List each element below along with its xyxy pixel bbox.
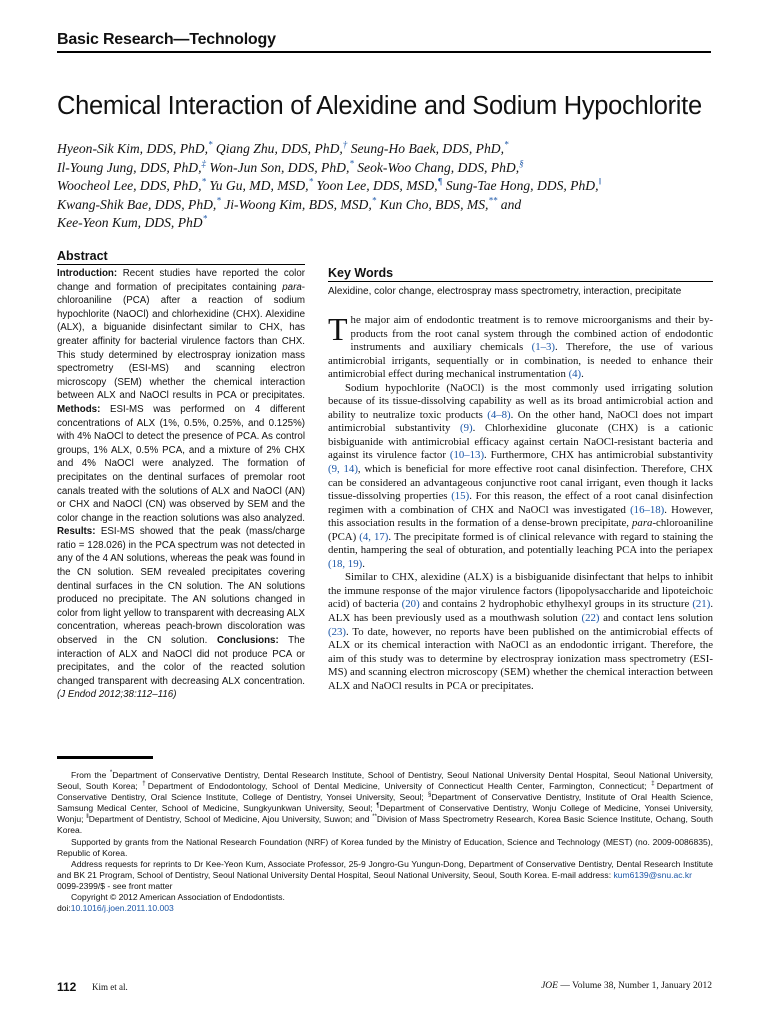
article-title: Chemical Interaction of Alexidine and Sodium Hypochlorite: [57, 92, 702, 120]
reprint-address: [57, 859, 713, 881]
author-list: [57, 140, 717, 233]
page-number: 112: [57, 980, 77, 994]
body-text-run: . Chlorhexidine gluconate (CHX) is a cationic bisbiguanide with antimicrobial efficacy against certain NaOCl-resistant bacteria and against its virulence factor: [328, 422, 713, 462]
author-name: Yoon Lee, DDS, MSD,: [313, 178, 438, 194]
keywords-text: Alexidine, color change, electrospray mass spectrometry, interaction, precipitate: [328, 286, 682, 297]
author-name: Kwang-Shik Bae, DDS, PhD,: [57, 196, 217, 212]
abstract-text-run: ESI-MS showed that the peak (mass/charge ratio = 128.026) in the PCA spectrum was not detected in any of the 4 AN solutions, whereas the peak was found in the CN solution. SEM revealed precipitates covering dentinal surfaces in the CN solution. The AN solutions produced no precipitate. The AN solutions changed in color from light yellow to transparent with decreasing ALX concentration, whereas peach-brown discoloration was observed in the CN solution.: [57, 526, 305, 647]
author-affiliation-mark[interactable]: *: [201, 176, 206, 187]
author-line: [57, 159, 717, 178]
reference-link[interactable]: (15): [451, 490, 470, 503]
reference-link[interactable]: (23): [328, 625, 346, 638]
author-name: Seung-Ho Baek, DDS, PhD,: [347, 141, 504, 156]
doi-prefix: doi:: [57, 903, 71, 914]
section-rule: [57, 51, 711, 53]
copyright-line: Copyright © 2012 American Association of Endodontists.: [71, 892, 285, 903]
author-affiliation-mark[interactable]: ‖: [598, 176, 602, 187]
abstract-section-label: Introduction:: [57, 268, 118, 279]
article-body: [328, 311, 714, 693]
running-journal: [541, 981, 712, 991]
abstract-section-label: Results:: [57, 526, 96, 538]
body-text-run: , which is beneficial for more effective root canal disinfection. Therefore, CHX can be considered an advantageous conjunctive root canal irrigant, even though it lacks tissue-dissolving properties: [328, 463, 713, 503]
keywords-heading: Key Words: [328, 266, 394, 280]
footnotes: [57, 770, 713, 914]
body-text-run: and contains 2 hydrophobic ethylhexyl groups in its structure: [419, 598, 693, 611]
abstract-italic-text: para: [282, 281, 302, 293]
affiliation-mark: ‡: [651, 781, 657, 788]
body-text-run: . On the other hand, NaOCl does not impart antimicrobial substantivity: [328, 408, 713, 435]
abstract-section-label: Methods:: [57, 403, 101, 415]
body-paragraph: [328, 382, 713, 572]
reference-link[interactable]: (16–18): [630, 503, 665, 516]
body-text-run: Similar to CHX, alexidine (ALX) is a bisbiguanide disinfectant that helps to inhibit the immune response of the major virulence factors (lipopolysaccharide and lipoteichoic acid) of bacteria: [328, 571, 713, 611]
author-name: Yu Gu, MD, MSD,: [205, 178, 309, 194]
author-affiliation-mark[interactable]: †: [342, 139, 348, 150]
body-text-run: .: [362, 557, 365, 570]
author-affiliation-mark[interactable]: ¶: [437, 176, 443, 187]
author-affiliation-mark[interactable]: *: [202, 213, 208, 224]
body-text-run: .: [581, 368, 584, 381]
reference-link[interactable]: (9, 14): [328, 463, 358, 476]
author-affiliation-mark[interactable]: *: [371, 195, 377, 206]
footnote-rule: [57, 756, 153, 759]
author-name: Il-Young Jung, DDS, PhD,: [57, 159, 202, 175]
author-line: [57, 140, 717, 159]
issn-line: 0099-2399/$ - see front matter: [57, 880, 173, 891]
email-link[interactable]: kum6139@snu.ac.kr: [613, 869, 692, 880]
author-affiliation-mark[interactable]: §: [519, 158, 524, 169]
affiliation-mark: *: [109, 770, 113, 777]
reference-link[interactable]: (9): [460, 422, 473, 435]
reference-link[interactable]: (21): [692, 598, 711, 611]
running-author: Kim et al.: [92, 982, 128, 992]
affiliation-text: Department of Conservative Dentistry, Institute of Oral Health Science, Samsung Medical Center, School of Medicine, Sungkyunkwan University, Seoul;: [57, 792, 714, 814]
abstract-text-run: Recent studies have reported the color change and formation of precipitates containing: [57, 268, 305, 293]
doi-line: [57, 903, 713, 914]
body-text-run: -chloroaniline (PCA): [328, 517, 713, 543]
abstract-text-run: The interaction of ALX and NaOCl did not produce PCA or precipitates, and the color of the reacted solution changed transparent with decreasing ALX concentration.: [57, 635, 305, 687]
reference-link[interactable]: (22): [581, 612, 600, 625]
affiliation-text: Division of Mass Spectrometry Research, Korea Basic Science Institute, Ochang, South Korea.: [57, 814, 713, 836]
body-text-run: and contact lens solution: [599, 612, 713, 625]
affiliation-text: Department of Conservative Dentistry, Dental Research Institute, School of Dentistry, Seoul National University Dental Hospital, Seoul National University, Seoul, South Korea;: [57, 770, 713, 792]
author-name: Qiang Zhu, DDS, PhD,: [212, 141, 343, 156]
author-name: Sung-Tae Hong, DDS, PhD,: [442, 178, 599, 194]
affiliation-text: From the: [71, 770, 110, 780]
reference-link[interactable]: (10–13): [449, 449, 485, 462]
author-affiliation-mark[interactable]: *: [216, 195, 221, 206]
reference-link[interactable]: (4): [568, 368, 582, 381]
affiliation-mark: ¶: [376, 803, 380, 810]
funding-note: Supported by grants from the National Research Foundation (NRF) of Korea funded by the Ministry of Education, Science and Technology (MEST) (no. 2009-0086835), Republic of Korea.: [57, 836, 713, 858]
author-line: [57, 214, 717, 233]
author-name: Won-Jun Son, DDS, PhD,: [206, 159, 350, 175]
section-heading: Basic Research—Technology: [57, 31, 276, 48]
body-text-run: he major aim of endodontic treatment is to remove microorganisms and their by-products from the root canal system through the combined action of endodontic instruments and auxiliary chemicals: [350, 314, 713, 354]
author-name: Woocheol Lee, DDS, PhD,: [57, 178, 202, 194]
abstract-text-run: -chloroaniline (PCA) after a reaction of sodium hypochlorite (NaOCl) and chlorhexidine (CHX). Alexidine (ALX), a biguanide disinfectant similar to CHX, has greater affinity for bacterial virulence factors than CHX. This study determined by electrospray ionization mass spectrometry (ESI-MS) and scanning electron microscopy (SEM) whether the chemical interaction between ALX and NaOCl results in PCA or precipitates.: [57, 281, 305, 402]
address-text: Address requests for reprints to Dr Kee-Yeon Kum, Associate Professor, 25-9 Jongro-Gu Yungun-Dong, Department of Conservative Dentistry, Dental Research Institute and BK 21 Program, School of Dentistry, Seoul National University Dental Hospital, Seoul National University, Seoul, South Korea. E-mail address:: [57, 858, 713, 880]
author-name: Hyeon-Sik Kim, DDS, PhD,: [57, 141, 209, 156]
drop-cap: T: [328, 311, 348, 347]
affiliation-text: Department of Conservative Dentistry, Wonju College of Medicine, Yonsei University, Wonju;: [57, 803, 713, 825]
affiliation-mark: §: [428, 792, 432, 799]
affiliation-text: Department of Conservative Dentistry, Oral Science Institute, College of Dentistry, Yonsei University, Seoul;: [57, 781, 713, 803]
body-text-run: . ALX has been previously used as a mouthwash solution: [328, 598, 714, 625]
author-name: Ji-Woong Kim, BDS, MSD,: [220, 196, 372, 212]
author-line: [57, 177, 717, 196]
body-text-run: . Furthermore, CHX has antimicrobial substantivity: [484, 449, 714, 462]
abstract-italic-text: (J Endod 2012;38:112–116): [57, 689, 177, 701]
author-name: Kun Cho, BDS, MS,: [376, 196, 489, 212]
reference-link[interactable]: (20): [401, 598, 420, 611]
author-affiliation-mark[interactable]: ‡: [201, 158, 206, 169]
body-paragraph: [328, 571, 713, 693]
abstract-section-label: Conclusions:: [216, 635, 279, 647]
abstract-rule: [57, 264, 305, 265]
affiliations: [57, 770, 713, 837]
body-text-run: . To date, however, no reports have been published on the antimicrobial effects of ALX or its chemical interaction with NaOCl as an endodontic irrigant. Therefore, the aim of this study was to determine by electrospray ionization mass spectrometry (ESI-MS) and scanning electron microscopy (SEM) whether the chemical interaction between ALX and NaOCl results in PCA or precipitates.: [328, 625, 713, 692]
affiliation-mark: **: [372, 814, 377, 821]
keywords-rule: [328, 281, 713, 282]
affiliation-text: Department of Endodontology, School of Dental Medicine, University of Connecticut Health Center, Farmington, Connecticut;: [147, 781, 652, 792]
author-affiliation-mark[interactable]: *: [349, 158, 354, 169]
reference-link[interactable]: (4–8): [487, 408, 511, 421]
author-name: and: [497, 196, 522, 212]
author-affiliation-mark[interactable]: *: [208, 139, 213, 150]
body-paragraph: [328, 311, 714, 382]
affiliation-mark: ‖: [86, 814, 89, 821]
body-text-run: . Therefore, the use of various antimicrobial irrigants, sequentially or in combination, is needed to enhance their antimicrobial effect during mechanical instrumentation: [328, 341, 714, 381]
reference-link[interactable]: (1–3): [531, 341, 555, 354]
italic-text: para: [632, 517, 653, 530]
affiliation-mark: †: [142, 781, 148, 788]
author-affiliation-mark[interactable]: *: [503, 139, 509, 150]
abstract-heading: Abstract: [57, 249, 108, 263]
affiliation-text: Department of Dentistry, School of Medicine, Ajou University, Suwon; and: [88, 814, 373, 825]
body-text-run: . For this reason, the effect of a root canal disinfection regimen with a combination of CHX and NaOCl was investigated: [328, 490, 713, 516]
doi-link[interactable]: 10.1016/j.joen.2011.10.003: [70, 903, 174, 914]
author-name: Kee-Yeon Kum, DDS, PhD: [57, 215, 203, 231]
reference-link[interactable]: (4, 17): [359, 530, 389, 543]
journal-name: JOE: [541, 981, 558, 991]
author-affiliation-mark[interactable]: **: [488, 195, 498, 206]
author-affiliation-mark[interactable]: *: [308, 176, 314, 187]
abstract-text-run: ESI-MS was performed on 4 different concentrations of ALX (1%, 0.5%, 0.25%, and 0.125%) with 4% NaOCl to detect the presence of PCA. As control groups, 1% ALX, 0.5% PCA, and a mixture of 2% CHX and 4% NaOCl were analyzed. The formation of precipitates on the dentinal surfaces of premolar root canals treated with the solutions of ALX and NaOCl (AN) or CHX and NaOCl (CN) was observed by SEM and the color change in the reaction solutions was also analyzed.: [57, 403, 305, 524]
body-text-run: Sodium hypochlorite (NaOCl) is the most commonly used irrigating solution because of its tissue-dissolving capability as well as its broad antimicrobial action and ability to neutralize toxic products: [328, 381, 713, 421]
body-text-run: . The precipitate formed is of clinical relevance with regard to staining the dentin, hampering the seal of obturation, and potentially leaching PCA into the periapex: [328, 530, 713, 557]
reference-link[interactable]: (18, 19): [328, 557, 363, 570]
author-name: Seok-Woo Chang, DDS, PhD,: [353, 159, 520, 175]
body-text-run: . However, this association results in the formation of a dense-brown precipitate,: [328, 503, 713, 530]
journal-issue: — Volume 38, Number 1, January 2012: [557, 981, 712, 991]
abstract-text: [57, 267, 305, 702]
author-line: [57, 196, 717, 215]
